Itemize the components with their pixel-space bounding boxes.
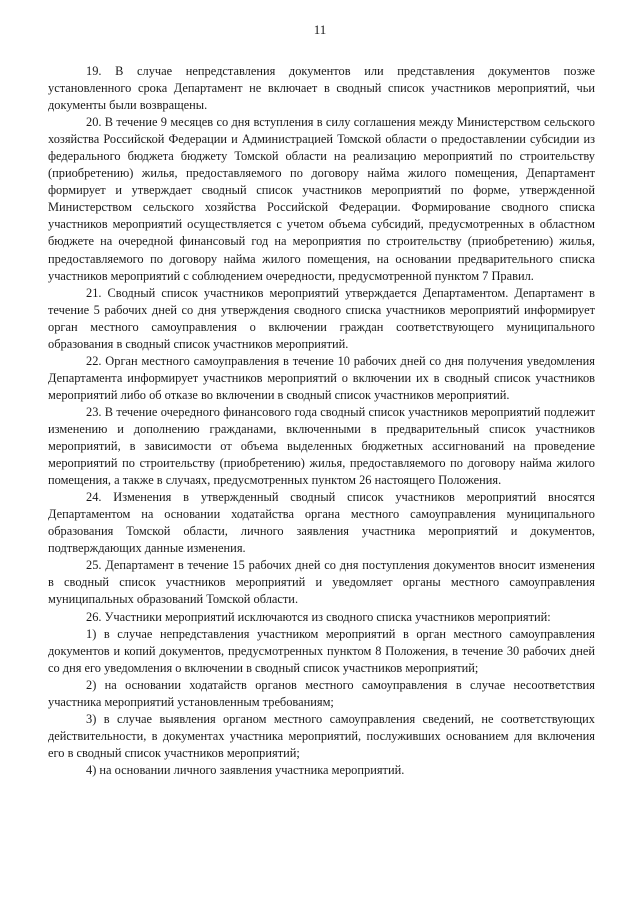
paragraph-20: 20. В течение 9 месяцев со дня вступления в силу соглашения между Министерством сельского хозяйства Российской Федерации и Администрацией Томской области о предоставлении субсидии из федерального бюджета бюджету Томской области на реализацию мероприятий по строительству (приобретению) жилья, предоставляемого по договору найма жилого помещения, Департамент формирует и утверждает сводный список участников мероприятий по форме, утвержденной Министерством сельского хозяйства Российской Федерации. Формирование сводного списка участников мероприятий осуществляется с учетом объема субсидий, предусмотренных в областном бюджете на очередной финансовый год на мероприятия по строительству (приобретению) жилья, предоставляемого по договору найма жилого помещения, на основании предварительного списка участников мероприятий с соблюдением очередности, предусмотренной пунктом 7 Правил. — [48, 115, 595, 283]
list-item-1: 1) в случае непредставления участником мероприятий в орган местного самоуправления документов и копий документов, предусмотренных пунктом 8 Положения, в течение 30 рабочих дней со дня его уведомления о включении в сводный список участников мероприятий; — [48, 626, 595, 675]
paragraph-19: 19. В случае непредставления документов или представления документов позже установленного срока Департамент не включает в сводный список участников мероприятий, чьи документы были возвращены. — [48, 64, 595, 113]
document-body — [48, 63, 595, 779]
list-item-4: 4) на основании личного заявления участника мероприятий. — [86, 762, 405, 777]
list-item-2: 2) на основании ходатайств органов местного самоуправления в случае несоответствия участника мероприятий установленным требованиям; — [48, 677, 595, 709]
paragraph-22: 22. Орган местного самоуправления в течение 10 рабочих дней со дня получения уведомления Департамента информирует участников мероприятий о включении их в сводный список участников мероприятий либо об отказе во включении в сводный список участников мероприятий. — [48, 353, 595, 402]
paragraph-25: 25. Департамент в течение 15 рабочих дней со дня поступления документов вносит изменения в сводный список участников мероприятий и уведомляет органы местного самоуправления муниципальных образований Томской области. — [48, 558, 595, 607]
paragraph-21: 21. Сводный список участников мероприятий утверждается Департаментом. Департамент в течение 5 рабочих дней со дня утверждения сводного списка участников мероприятий информирует орган местного самоуправления о включении граждан соответствующего муниципального образования в сводный список участников мероприятий. — [48, 285, 595, 351]
paragraph-26: 26. Участники мероприятий исключаются из сводного списка участников мероприятий: — [86, 609, 551, 624]
list-item-3: 3) в случае выявления органом местного самоуправления сведений, не соответствующих действительности, в документах участника мероприятий, послуживших основанием для включения его в сводный список участников мероприятий; — [48, 711, 595, 760]
paragraph-24: 24. Изменения в утвержденный сводный список участников мероприятий вносятся Департаментом на основании ходатайства органа местного самоуправления муниципального образования Томской области, личного заявления участника мероприятий и документов, подтверждающих данные изменения. — [48, 490, 595, 556]
page-number: 11 — [313, 22, 327, 37]
paragraph-23: 23. В течение очередного финансового года сводный список участников мероприятий подлежит изменению и дополнению гражданами, включенными в предварительный список участников мероприятий, в зависимости от объема выделенных бюджетных ассигнований на проведение мероприятий по строительству (приобретению) жилья, предоставляемого по договору найма жилого помещения, а также в случаях, предусмотренных пунктом 26 настоящего Положения. — [48, 404, 595, 488]
